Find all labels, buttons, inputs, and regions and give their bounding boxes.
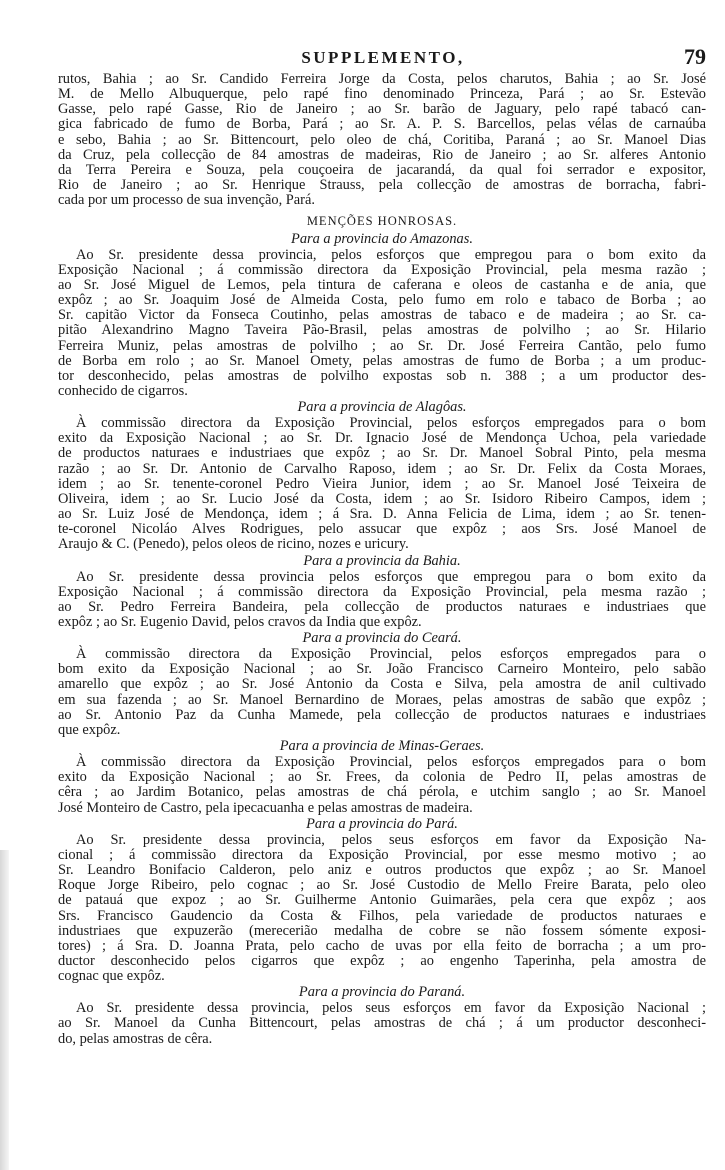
text-line: pitão Alexandrino Magno Taveira Pão-Brasil, pelas amostras de polvilho ; ao Sr. Hilario xyxy=(58,322,706,339)
text-line: Exposição Nacional ; á commissão directora da Exposição Provincial, pela mesma razão ; xyxy=(58,583,706,600)
text-line: José Monteiro de Castro, pela ipecacuanha e pelas amostras de madeira. xyxy=(58,799,473,816)
text-line: em sua fazenda ; ao Sr. Manoel Bernardino de Moraes, pelas amostras de sabão que expôz ; xyxy=(58,691,706,708)
text-line: Ferreira Muniz, pelas amostras de polvilho ; ao Sr. Dr. José Ferreira Cantão, pelo fumo xyxy=(58,337,706,354)
text-line: exito da Exposição Nacional ; ao Sr. Frees, da colonia de Pedro II, pelas amostras de xyxy=(58,769,706,786)
text-line: gica fabricado de fumo de Borba, Pará ; ao Sr. A. P. S. Barcellos, pelas vélas de carnaúba xyxy=(58,116,706,133)
running-title: SUPPLEMENTO, xyxy=(301,48,465,67)
text-line: Araujo & C. (Penedo), pelos oleos de ricino, nozes e uricury. xyxy=(58,536,409,553)
text-line: de Borba em rolo ; ao Sr. Manoel Omety, pelas amostras de fumo de Borba ; a um produc- xyxy=(58,352,706,369)
text-line: ao Sr. Manoel da Cunha Bittencourt, pelas amostras de chá ; á um productor desconheci- xyxy=(58,1015,706,1032)
text-line: ao Sr. José Miguel de Lemos, pela tintura de caferana e oleos de castanha e de ania, que xyxy=(58,276,706,293)
text-line: M. de Mello Albuquerque, pelo rapé fino denominado Princeza, Pará ; ao Sr. Estevão xyxy=(58,86,706,103)
province-subheading: Para a provincia do Ceará. xyxy=(302,630,462,647)
text-line: Exposição Nacional ; á commissão directora da Exposição Provincial, pela mesma razão ; xyxy=(58,261,706,278)
text-line: expôz ; ao Sr. Joaquim José de Almeida Costa, pelo fumo em rolo e tabaco de Borba ; ao xyxy=(58,292,706,309)
text-line: conhecido de cigarros. xyxy=(58,382,188,399)
text-line: ductor desconhecido pelos cigarros que expôz ; ao engenho Taperinha, pela amostra de xyxy=(58,952,706,969)
text-line: Oliveira, idem ; ao Sr. Lucio José da Costa, idem ; ao Sr. Isidoro Ribeiro Campos, idem ; xyxy=(58,490,706,507)
text-line: Srs. Francisco Gaudencio da Costa & Filhos, pela variedade de productos naturaes e xyxy=(58,907,706,924)
text-line: de productos naturaes e industriaes que expôz ; ao Sr. Dr. Manoel Sobral Pinto, pela mesma xyxy=(58,445,706,462)
text-line: da Terra Pereira e Souza, pela couçoeira de jacarandá, da qual foi serrador e expositor, xyxy=(58,161,706,178)
province-subheading: Para a provincia de Alagôas. xyxy=(297,399,467,416)
text-line: ao Sr. Pedro Ferreira Bandeira, pela collecção de productos naturaes e industriaes que xyxy=(58,598,706,615)
document-body xyxy=(58,72,706,1047)
text-line: Roque Jorge Ribeiro, pelo cognac ; ao Sr. José Custodio de Mello Freire Barata, pelo oleo xyxy=(58,877,706,894)
paragraph xyxy=(58,647,706,738)
province-subheading: Para a provincia do Paraná. xyxy=(298,984,466,1001)
paragraph xyxy=(58,1001,706,1046)
paragraph xyxy=(58,570,706,631)
text-line: Ao Sr. presidente dessa provincia, pelos esforços que empregou para o bom exito da xyxy=(76,246,706,263)
text-line: tor desconhecido, pelas amostras de polvilho expostas sob n. 388 ; a um productor des- xyxy=(58,367,706,384)
text-line: À commissão directora da Exposição Provincial, pelos esforços empregados para o bom xyxy=(76,415,706,432)
text-line: Ao Sr. presidente dessa provincia, pelos seus esforços em favor da Exposição Na- xyxy=(76,831,706,848)
text-line: Rio de Janeiro ; ao Sr. Henrique Strauss, pela collecção de amostras de borracha, fabri- xyxy=(58,177,706,194)
paragraph xyxy=(58,248,706,400)
text-line: expôz ; ao Sr. Eugenio David, pelos cravos da India que expôz. xyxy=(58,614,422,630)
text-line: Ao Sr. presidente dessa provincia pelos esforços que empregou para o bom exito da xyxy=(76,568,706,585)
text-line: Ao Sr. presidente dessa provincia, pelos seus esforços em favor da Exposição Nacional ; xyxy=(76,1000,706,1017)
province-subheading: Para a provincia do Pará. xyxy=(306,815,458,832)
scan-edge-shadow xyxy=(0,850,9,1170)
page-number: 79 xyxy=(684,44,706,69)
text-line: Gasse, pelo rapé Gasse, Rio de Janeiro ; ao Sr. barão de Jaguary, pelo rapé tabacó can- xyxy=(58,101,706,118)
text-line: amarello que expôz ; ao Sr. José Antonio da Costa e Silva, pela amostra de anil cultivado xyxy=(58,676,706,693)
text-line: bom exito da Exposição Nacional ; ao Sr. João Francisco Carneiro Monteiro, pelo sabão xyxy=(58,661,706,678)
text-line: cional ; á commissão directora da Exposição Provincial, por esse mesmo motivo ; ao xyxy=(58,846,706,863)
province-subheading: Para a provincia da Bahia. xyxy=(303,552,461,569)
paragraph xyxy=(58,416,706,552)
section-heading: MENÇÕES HONROSAS. xyxy=(306,214,458,229)
text-line: cognac que expôz. xyxy=(58,968,165,985)
text-line: de patauá que expoz ; ao Sr. Guilherme Antonio Guimarães, pela cera que expôz ; aos xyxy=(58,892,706,909)
paragraph xyxy=(58,755,706,816)
text-line: que expôz. xyxy=(58,721,121,738)
text-line: cêra ; ao Jardim Botanico, pelas amostras de chá pérola, e utchim sanglo ; ao Sr. Manoel xyxy=(58,784,706,801)
text-line: ao Sr. Antonio Paz da Cunha Mamede, pela collecção de productos naturaes e industriaes xyxy=(58,706,706,723)
text-line: da Cruz, pela collecção de 84 amostras de madeiras, Rio de Janeiro ; ao Sr. alferes Antonio xyxy=(58,146,706,163)
text-line: cada por um processo de sua invenção, Pará. xyxy=(58,192,315,209)
text-line: exito da Exposição Nacional ; ao Sr. Dr. Ignacio José de Mendonça Uchoa, pela variedade xyxy=(58,430,706,447)
province-subheading: Para a provincia de Minas-Geraes. xyxy=(279,738,485,755)
text-line: e sebo, Bahia ; ao Sr. Bittencourt, pelo oleo de chá, Coritiba, Paraná ; ao Sr. Manoel Dias xyxy=(58,131,706,148)
text-line: rutos, Bahia ; ao Sr. Candido Ferreira Jorge da Costa, pelos charutos, Bahia ; ao Sr. José xyxy=(58,71,706,87)
text-line: industriaes que expuzerão (merecerião medalha de cobre se não fossem sómente exposi- xyxy=(58,922,706,939)
province-subheading: Para a provincia do Amazonas. xyxy=(291,230,473,247)
text-line: À commissão directora da Exposição Provincial, pelos esforços empregados para o bom xyxy=(76,754,706,771)
page-header xyxy=(58,44,708,70)
text-line: ao Sr. Luiz José de Mendonça, idem ; á Sra. D. Anna Felicia de Lima, idem ; ao Sr. tenen- xyxy=(58,506,706,523)
text-line: te-coronel Nicoláo Alves Rodrigues, pelo assucar que expôz ; aos Srs. José Manoel de xyxy=(58,521,706,538)
text-line: razão ; ao Sr. Dr. Antonio de Carvalho Raposo, idem ; ao Sr. Dr. Felix da Costa Moraes, xyxy=(58,460,706,477)
text-line: Sr. capitão Victor da Fonseca Coutinho, pelas amostras de tabaco e de madeira ; ao Sr. ca- xyxy=(58,307,706,324)
text-line: tores) ; á Sra. D. Joanna Prata, pelo cacho de uvas por ella feito de borracha ; a um pro- xyxy=(58,937,706,954)
text-line: À commissão directora da Exposição Provincial, pelos esforços empregados para o xyxy=(76,646,706,663)
paragraph xyxy=(58,72,706,208)
paragraph xyxy=(58,833,706,985)
text-line: idem ; ao Sr. tenente-coronel Pedro Vieira Junior, idem ; ao Sr. Manoel José Teixeira de xyxy=(58,475,706,492)
text-line: Sr. Leandro Bonifacio Calderon, pelo aniz e outros productos que expôz ; ao Sr. Manoel xyxy=(58,862,706,879)
text-line: do, pelas amostras de cêra. xyxy=(58,1030,213,1047)
